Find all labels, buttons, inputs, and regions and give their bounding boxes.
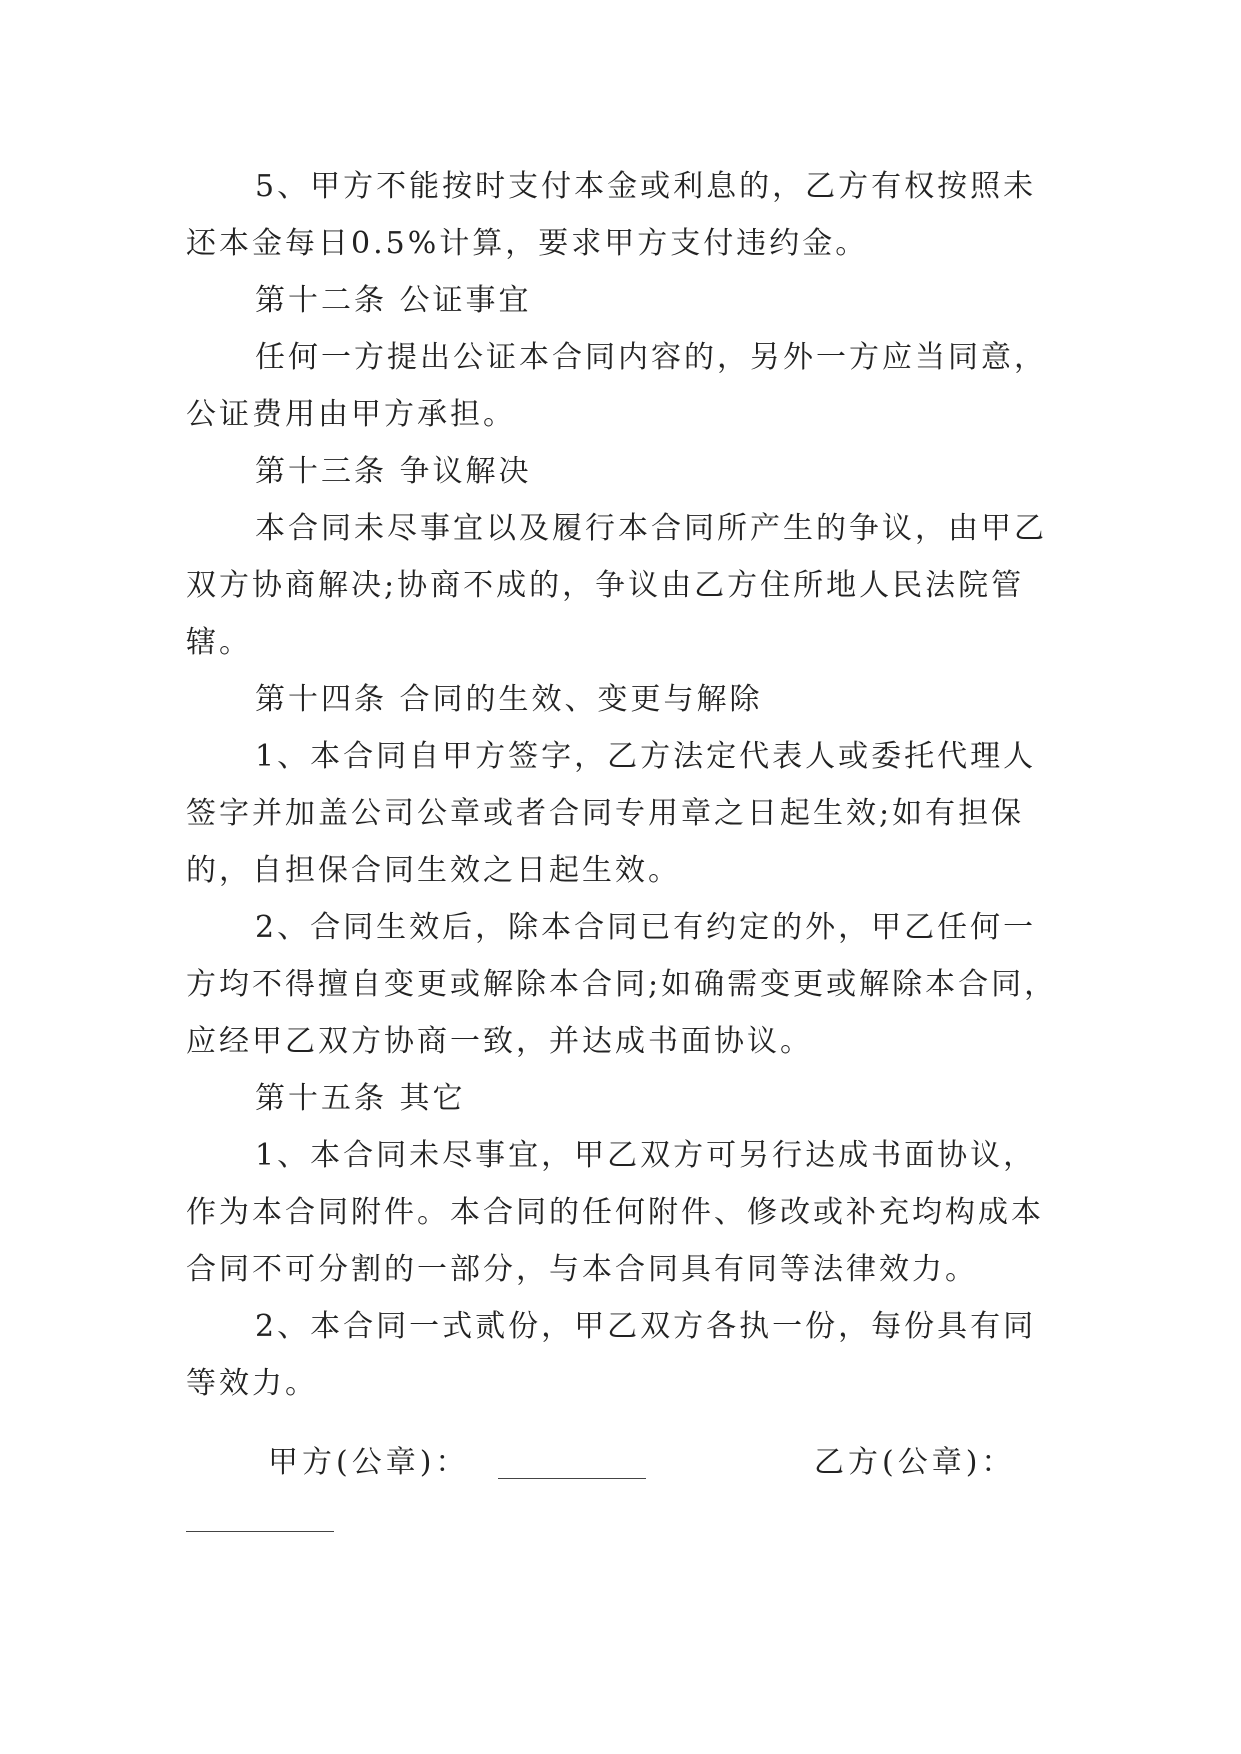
paragraph-line: 还本金每日0.5%计算，要求甲方支付违约金。 bbox=[186, 226, 869, 261]
paragraph-line: 等效力。 bbox=[186, 1366, 318, 1401]
paragraph-line: 双方协商解决;协商不成的，争议由乙方住所地人民法院管 bbox=[186, 568, 1025, 603]
paragraph-line: 5、甲方不能按时支付本金或利息的，乙方有权按照未 bbox=[255, 169, 1037, 204]
section-heading: 第十五条 其它 bbox=[255, 1081, 466, 1116]
section-heading: 第十二条 公证事宜 bbox=[255, 283, 532, 318]
paragraph-line: 任何一方提出公证本合同内容的，另外一方应当同意， bbox=[255, 340, 1047, 375]
party-b-seal-label: 乙方(公章)： bbox=[814, 1445, 1016, 1480]
section-heading: 第十三条 争议解决 bbox=[255, 454, 532, 489]
party-a-seal-label: 甲方(公章)： bbox=[268, 1445, 470, 1480]
paragraph-line: 方均不得擅自变更或解除本合同;如确需变更或解除本合同， bbox=[186, 967, 1058, 1002]
paragraph-line: 1、本合同未尽事宜，甲乙双方可另行达成书面协议， bbox=[255, 1138, 1037, 1173]
paragraph-line: 的，自担保合同生效之日起生效。 bbox=[186, 853, 681, 888]
paragraph-line: 签字并加盖公司公章或者合同专用章之日起生效;如有担保 bbox=[186, 796, 1025, 831]
paragraph-line: 2、合同生效后，除本合同已有约定的外，甲乙任何一 bbox=[255, 910, 1037, 945]
signature-row bbox=[186, 1443, 1056, 1483]
paragraph-line: 作为本合同附件。本合同的任何附件、修改或补充均构成本 bbox=[186, 1195, 1044, 1230]
paragraph-line: 1、本合同自甲方签字，乙方法定代表人或委托代理人 bbox=[255, 739, 1037, 774]
paragraph-line: 2、本合同一式贰份，甲乙双方各执一份，每份具有同 bbox=[255, 1309, 1037, 1344]
paragraph-line: 合同不可分割的一部分，与本合同具有同等法律效力。 bbox=[186, 1252, 978, 1287]
paragraph-line: 应经甲乙双方协商一致，并达成书面协议。 bbox=[186, 1024, 813, 1059]
party-b-signature-blank bbox=[186, 1531, 334, 1532]
party-a-signature-blank bbox=[498, 1478, 646, 1479]
paragraph-line: 本合同未尽事宜以及履行本合同所产生的争议，由甲乙 bbox=[255, 511, 1047, 546]
section-heading: 第十四条 合同的生效、变更与解除 bbox=[255, 682, 763, 717]
paragraph-line: 公证费用由甲方承担。 bbox=[186, 397, 516, 432]
paragraph-line: 辖。 bbox=[186, 625, 252, 660]
